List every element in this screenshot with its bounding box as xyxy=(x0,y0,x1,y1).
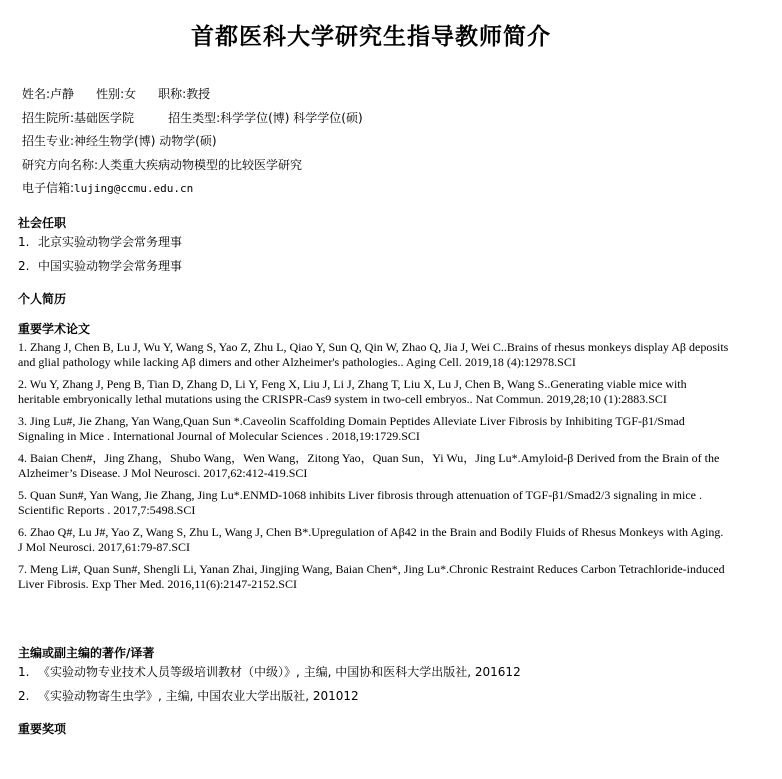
type-label: 招生类型: xyxy=(168,110,221,125)
major-label: 招生专业: xyxy=(22,134,75,148)
section-books-title: 主编或副主编的著作/译著 xyxy=(18,646,155,660)
email-label: 电子信箱: xyxy=(22,181,75,195)
publication-item: 5. Quan Sun#, Yan Wang, Jie Zhang, Jing Lu*.ENMD-1068 inhibits Liver fibrosis through attenuation of TGF-β1/Smad2/3 signaling in mice . Scientific Reports . 2017,7:5498.SCI xyxy=(18,488,702,517)
info-row-major xyxy=(22,133,363,157)
dept-label: 招生院所: xyxy=(22,110,75,125)
list-item: 1. 《实验动物专业技术人员等级培训教材（中级）》, 主编, 中国协和医科大学出版社, 201612 xyxy=(18,665,521,679)
publication-item: 4. Baian Chen#，Jing Zhang，Shubo Wang，Wen Wang，Zitong Yao，Quan Sun，Yi Wu，Jing Lu*.Amyloid-β Derived from the Brain of the Alzheimer’s Disease. J Mol Neurosci. 2017,62:412-419.SCI xyxy=(18,451,720,480)
section-papers-title: 重要学术论文 xyxy=(18,322,91,336)
research-label: 研究方向名称: xyxy=(22,157,99,172)
section-awards-title: 重要奖项 xyxy=(18,722,67,736)
major-value: 神经生物学(博) 动物学(硕) xyxy=(74,134,217,148)
list-item: 2. 《实验动物寄生虫学》, 主编, 中国农业大学出版社, 201012 xyxy=(18,689,359,703)
book-list xyxy=(18,664,521,712)
rank-label: 职称: xyxy=(158,87,187,101)
publication-item: 3. Jing Lu#, Jie Zhang, Yan Wang,Quan Sun *.Caveolin Scaffolding Domain Peptides Alleviate Liver Fibrosis by Inhibiting TGF-β1/Smad Signaling in Mice . International Journal of Molecular Sciences . 2018,19:1729.SCI xyxy=(18,414,685,443)
publication-item: 7. Meng Li#, Quan Sun#, Shengli Li, Yanan Zhai, Jingjing Wang, Baian Chen*, Jing Lu*.Chronic Restraint Reduces Carbon Tetrachloride-induced Liver Fibrosis. Exp Ther Med. 2016,11(6):2147-2152.SCI xyxy=(18,562,725,591)
name-label: 姓名: xyxy=(22,87,51,101)
research-value: 人类重大疾病动物模型的比较医学研究 xyxy=(98,157,303,172)
page-title: 首都医科大学研究生指导教师简介 xyxy=(191,23,551,50)
email-link[interactable]: lujing@ccmu.edu.cn xyxy=(74,182,194,195)
info-row-dept xyxy=(22,110,363,134)
info-row-name xyxy=(22,86,363,110)
list-item: 1. 北京实验动物学会常务理事 xyxy=(18,235,183,249)
publication-item: 2. Wu Y, Zhang J, Peng B, Tian D, Zhang D, Li Y, Feng X, Liu J, Li J, Zhang T, Liu X, Lu J, Chen B, Wang S..Generating viable mice with heritable embryonically lethal mutations using the CRISPR-Cas9 system in two-cell embryos.. Nat Commun. 2019,28;10 (1):2883.SCI xyxy=(18,377,687,406)
name-value: 卢静 xyxy=(50,87,75,101)
type-value: 科学学位(博) 科学学位(硕) xyxy=(220,110,363,125)
info-row-email xyxy=(22,180,363,204)
basic-info xyxy=(22,86,363,204)
gender-label: 性别: xyxy=(96,87,125,101)
publication-list xyxy=(18,340,730,599)
section-resume-title: 个人简历 xyxy=(18,292,67,306)
publication-item: 1. Zhang J, Chen B, Lu J, Wu Y, Wang S, Yao Z, Zhu L, Qiao Y, Sun Q, Qin W, Zhao Q, Jia J, Wei C..Brains of rhesus monkeys display Aβ deposits and glial pathology while lacking Aβ dimers and other Alzheimer's pathologies.. Aging Cell. 2019,18 (4):12978.SCI xyxy=(18,340,729,369)
publication-item: 6. Zhao Q#, Lu J#, Yao Z, Wang S, Zhu L, Wang J, Chen B*.Upregulation of Aβ42 in the Brain and Bodily Fluids of Rhesus Monkeys with Aging. J Mol Neurosci. 2017,61:79-87.SCI xyxy=(18,525,724,554)
social-list xyxy=(18,234,182,282)
dept-value: 基础医学院 xyxy=(74,110,135,125)
section-social-title: 社会任职 xyxy=(18,216,67,230)
gender-value: 女 xyxy=(124,87,137,101)
info-row-research xyxy=(22,157,363,181)
rank-value: 教授 xyxy=(186,87,211,101)
list-item: 2. 中国实验动物学会常务理事 xyxy=(18,259,183,273)
